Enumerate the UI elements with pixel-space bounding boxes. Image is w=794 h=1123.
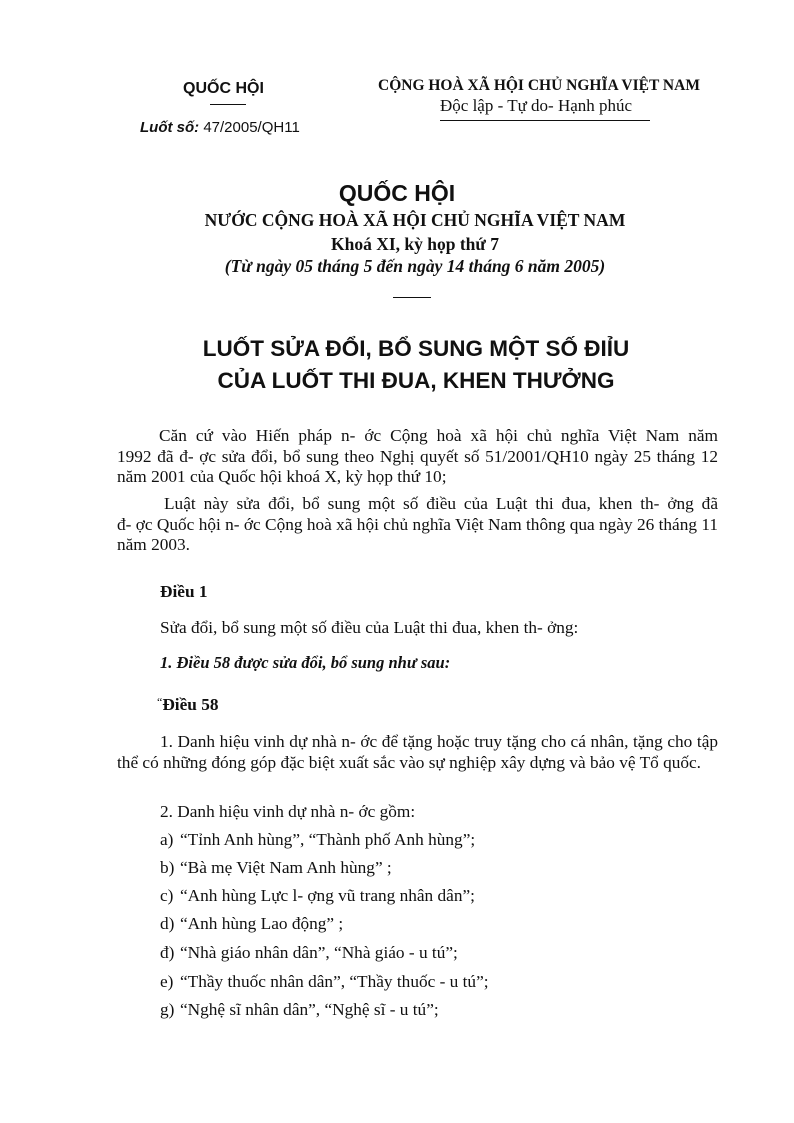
list-item-text: “Tỉnh Anh hùng”, “Thành phố Anh hùng”;: [180, 830, 476, 849]
preamble-paragraph-1: [117, 426, 718, 488]
law-number-label: Luốt số:: [140, 119, 200, 136]
article-58-clause-2: 2. Danh hiệu vinh dự nhà n- ớc gồm:: [160, 802, 416, 821]
law-title-line1: LUỐT SỬA ĐỔI, BỔ SUNG MỘT SỐ ĐIỈU: [202, 336, 630, 361]
article-1-item-1-heading: 1. Điều 58 được sửa đổi, bổ sung như sau:: [160, 653, 451, 672]
header-motto: Độc lập - Tự do- Hạnh phúc: [440, 96, 633, 115]
preamble-p2-rest: đ- ợc Quốc hội n- ớc Cộng hoà xã hội chủ nghĩa Việt Nam thông qua ngày 26 tháng 11 năm 2003.: [117, 514, 718, 554]
preamble-paragraph-2: [117, 494, 718, 556]
issuer-country: NƯỚC CỘNG HOÀ XÃ HỘI CHỦ NGHĨA VIỆT NAM: [204, 210, 626, 230]
issuer-title: QUỐC HỘI: [338, 180, 456, 206]
list-item-label: c): [160, 886, 174, 905]
list-item-text: “Nhà giáo nhân dân”, “Nhà giáo - u tú”;: [180, 943, 458, 962]
list-item-label: b): [160, 858, 175, 877]
opening-quote: “: [157, 695, 163, 709]
preamble-p2-first-line: Luật này sửa đổi, bổ sung một số điều của Luật thi đua, khen th- ởng đã: [164, 494, 718, 513]
list-item-text: “Anh hùng Lực l- ợng vũ trang nhân dân”;: [180, 886, 475, 905]
list-item-text: “Anh hùng Lao động” ;: [180, 914, 344, 933]
list-item: [160, 972, 489, 992]
article-58-heading-text: Điều 58: [162, 695, 219, 714]
law-title-line2: CỦA LUỐT THI ĐUA, KHEN THƯỞNG: [217, 368, 615, 393]
list-item: [160, 830, 475, 850]
list-item-label: a): [160, 830, 174, 849]
article-1-heading: Điều 1: [160, 582, 208, 601]
list-item-label: e): [160, 972, 174, 991]
list-item-text: “Thầy thuốc nhân dân”, “Thầy thuốc - u tú”;: [180, 972, 489, 991]
preamble-p1-rest: 1992 đã đ- ợc sửa đổi, bổ sung theo Nghị quyết số 51/2001/QH10 ngày 25 tháng 12 năm 2001 của Quốc hội khoá X, kỳ họp thứ 10;: [117, 446, 718, 486]
issuer-divider: [393, 297, 431, 298]
law-number-value: 47/2005/QH11: [199, 119, 300, 136]
list-item: [160, 858, 392, 878]
list-item-text: “Nghệ sĩ nhân dân”, “Nghệ sĩ - u tú”;: [180, 1000, 439, 1019]
issuer-dates: (Từ ngày 05 tháng 5 đến ngày 14 tháng 6 năm 2005): [224, 256, 606, 276]
list-item: [160, 914, 343, 934]
list-item: [160, 1000, 439, 1020]
list-item: [160, 886, 475, 906]
list-item-text: “Bà mẹ Việt Nam Anh hùng” ;: [180, 858, 392, 877]
list-item: [160, 943, 458, 963]
article-58-clause-1: [117, 732, 718, 773]
law-number: [140, 119, 300, 136]
list-item-label: d): [160, 914, 175, 933]
article-1-intro: Sửa đổi, bổ sung một số điều của Luật thi đua, khen th- ởng:: [160, 618, 579, 637]
clause-1-text: 1. Danh hiệu vinh dự nhà n- ớc để tặng hoặc truy tặng cho cá nhân, tặng cho tập thể có những đóng góp đặc biệt xuất sắc vào sự nghiệp xây dựng và bảo vệ Tổ quốc.: [117, 732, 718, 772]
header-motto-underline: [440, 120, 650, 121]
header-org-underline: [210, 104, 246, 105]
issuer-session: Khoá XI, kỳ họp thứ 7: [330, 234, 500, 254]
header-org: QUỐC HỘI: [183, 80, 264, 97]
preamble-p1-first-line: Căn cứ vào Hiến pháp n- ớc Cộng hoà xã hội chủ nghĩa Việt Nam năm: [159, 426, 718, 445]
article-58-heading: [157, 695, 219, 715]
list-item-label: đ): [160, 943, 175, 962]
header-country: CỘNG HOÀ XÃ HỘI CHỦ NGHĨA VIỆT NAM: [378, 77, 700, 94]
list-item-label: g): [160, 1000, 175, 1019]
